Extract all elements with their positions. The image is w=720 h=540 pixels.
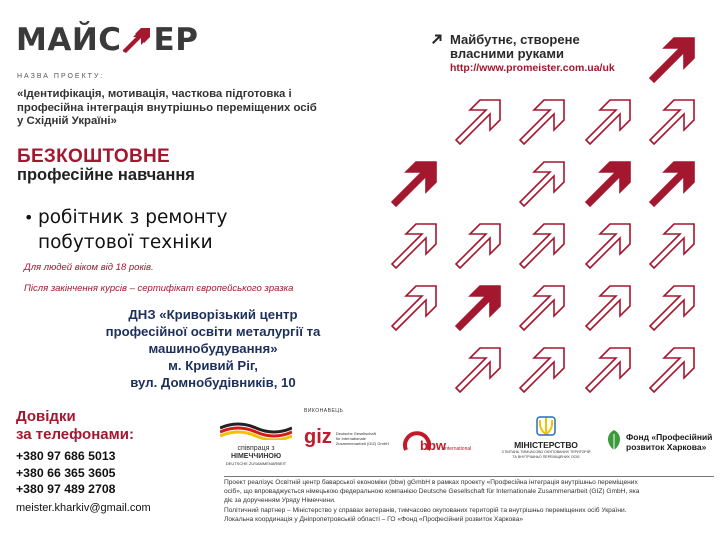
arrow-up-right-icon xyxy=(456,100,500,144)
bullet-icon: • xyxy=(24,208,34,227)
contacts-heading-line: Довідки xyxy=(16,408,76,425)
ministry-title: МІНІСТЕРСТВО xyxy=(514,440,578,450)
address-line: ДНЗ «Криворізький центр xyxy=(128,307,298,322)
arrow-up-right-icon xyxy=(520,348,564,392)
footer-line: Політичний партнер – Міністерство у справах ветеранів, тимчасово окупованих територій та внутрішньо переміщених осіб України. xyxy=(224,506,627,514)
bbw-subline: international xyxy=(444,446,472,452)
free-heading: БЕЗКОШТОВНЕ xyxy=(17,146,171,167)
ministry-subline: З ПИТАНЬ ТИМЧАСОВО ОКУПОВАНИХ ТЕРИТОРІЙ xyxy=(501,450,591,454)
arrow-up-right-icon xyxy=(650,286,694,330)
project-title: «Ідентифікація, мотивація, часткова підготовка і професійна інтеграція внутрішньо переміщених осіб у Східній Україні» xyxy=(17,88,317,127)
address-line: м. Кривий Ріг, xyxy=(168,358,258,373)
website-link[interactable]: http://www.promeister.com.ua/uk xyxy=(450,62,615,74)
arrow-up-right-icon xyxy=(392,286,436,330)
executor-label: ВИКОНАВЕЦЬ xyxy=(304,408,344,414)
arrow-up-right-icon xyxy=(520,224,564,268)
contacts-heading-line: за телефонами: xyxy=(16,426,134,443)
address-line: професійної освіти металургії та xyxy=(105,324,321,339)
fund-logo xyxy=(604,424,716,464)
logo-text-left: МАЙС xyxy=(16,22,122,58)
footer-divider xyxy=(224,476,714,477)
arrow-up-right-icon xyxy=(586,224,630,268)
arrow-up-right-icon xyxy=(520,100,564,144)
arrow-up-right-icon xyxy=(650,100,694,144)
arrow-up-right-icon xyxy=(456,348,500,392)
giz-subline: Deutsche Gesellschaft xyxy=(335,431,376,436)
phone-number[interactable]: +380 66 365 3605 xyxy=(16,465,116,480)
phone-number[interactable]: +380 97 489 2708 xyxy=(16,482,116,496)
arrow-up-right-icon xyxy=(586,162,630,206)
fund-line: розвиток Харкова» xyxy=(626,442,707,452)
giz-subline: für Internationale xyxy=(335,436,366,441)
training-heading: професійне навчання xyxy=(17,166,195,184)
arrow-up-right-icon xyxy=(586,286,630,330)
arrow-up-right-icon xyxy=(586,100,630,144)
arrow-up-right-icon xyxy=(456,286,500,330)
footer-line: осіб», що впроваджується німецькою федеральною компанією Deutsche Gesellschaft für Internationale Zusammenarbeit (GIZ) GmbH, яка xyxy=(224,488,640,496)
giz-wordmark: giz xyxy=(304,426,332,448)
cooperation-text xyxy=(220,445,292,468)
age-note: Для людей віком від 18 років. xyxy=(24,262,154,273)
project-label: НАЗВА ПРОЕКТУ: xyxy=(17,73,105,80)
footer-line: діє за дорученням Уряду Німеччини. xyxy=(224,497,336,505)
giz-subline: Zusammenarbeit (GIZ) GmbH xyxy=(335,441,389,446)
arrow-up-right-icon xyxy=(586,348,630,392)
arrow-up-right-icon xyxy=(650,224,694,268)
ministry-subline: ТА ВНУТРІШНЬО ПЕРЕМІЩЕНИХ ОСІБ xyxy=(512,454,580,459)
arrow-up-right-icon xyxy=(520,286,564,330)
phone-number[interactable]: +380 97 686 5013 xyxy=(16,449,116,463)
profession-line-1: робітник з ремонту xyxy=(38,207,228,228)
certificate-note: Після закінчення курсів – сертифікат європейського зразка xyxy=(24,283,294,294)
cooperation-germany-logo xyxy=(220,420,292,466)
ministry-logo xyxy=(500,416,592,470)
cooperation-line: НІМЕЧЧИНОЮ xyxy=(230,452,282,460)
slogan-line: власними руками xyxy=(450,45,564,61)
footer-text xyxy=(224,478,718,524)
cooperation-line: співпраця з xyxy=(237,445,275,452)
flag-icon xyxy=(220,420,292,440)
arrow-up-right-icon xyxy=(456,224,500,268)
cooperation-line: DEUTSCHE ZUSAMMENARBEIT xyxy=(225,461,287,466)
arrow-up-right-icon xyxy=(392,224,436,268)
fund-line: Фонд «Професійний xyxy=(626,432,713,442)
arrow-up-right-icon xyxy=(650,348,694,392)
email-link[interactable]: meister.kharkiv@gmail.com xyxy=(16,502,151,514)
trident-icon xyxy=(535,416,557,436)
bbw-wordmark: bbw xyxy=(420,438,446,453)
footer-line: Проект реалізує Освітній центр баварської економіки (bbw) gGmbH в рамках проекту «Професійна інтеграція внутрішньо переміщених xyxy=(224,479,638,486)
arrow-up-right-icon xyxy=(650,38,694,82)
arrow-up-right-icon xyxy=(392,162,436,206)
logo-text-right: ЕР xyxy=(153,22,199,58)
profession-line-2: побутової техніки xyxy=(38,232,213,253)
arrow-up-right-icon xyxy=(650,162,694,206)
partner-logos xyxy=(218,408,718,474)
giz-logo xyxy=(304,408,394,468)
address-line: машинобудування» xyxy=(148,341,278,356)
slogan-line: Майбутнє, створене xyxy=(450,32,580,47)
bbw-logo xyxy=(402,424,484,464)
arrow-up-right-icon xyxy=(520,162,564,206)
leaf-icon xyxy=(604,428,624,452)
address-line: вул. Домнобудівників, 10 xyxy=(130,375,296,390)
footer-line: Локальна координація у Дніпропетровській області – ГО «Фонд «Професійний розвиток Харкова» xyxy=(224,515,524,523)
